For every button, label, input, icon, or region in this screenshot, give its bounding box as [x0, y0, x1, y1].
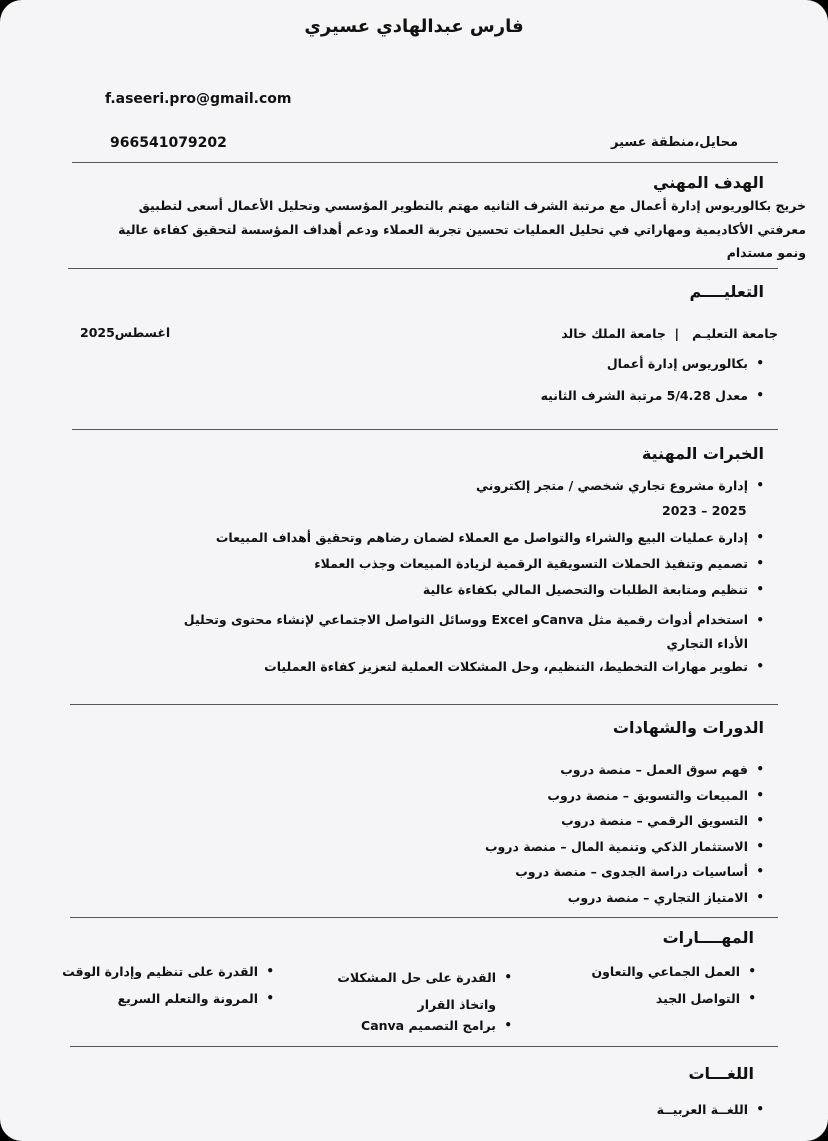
- list-item: • تطوير مهارات التخطيط، التنظيم، وحل المشكلات العملية لتعزيز كفاءة العمليات: [264, 659, 764, 674]
- list-item: • القدرة على حل المشكلات واتخاذ القرار: [337, 970, 512, 1012]
- education-title: التعليــــم: [689, 282, 764, 301]
- objective-title: الهدف المهني: [653, 173, 764, 192]
- courses-title: الدورات والشهادات: [612, 718, 764, 737]
- divider: [70, 917, 778, 918]
- divider: [70, 704, 778, 705]
- list-item: • الامتياز التجاري – منصة دروب: [567, 889, 764, 905]
- list-item: • معدل 5/4.28 مرتبة الشرف الثانيه: [540, 388, 764, 403]
- experience-list: [158, 530, 764, 685]
- skills-title: المهــــارات: [662, 928, 754, 947]
- list-item: • اللغــة العربيــة: [656, 1102, 764, 1117]
- list-item: • القدرة على تنظيم وإدارة الوقت: [62, 964, 274, 979]
- list-item: • فهم سوق العمل – منصة دروب: [560, 762, 764, 777]
- list-item: • العمل الجماعي والتعاون: [591, 964, 756, 979]
- list-item: • برامج التصميم Canva: [361, 1018, 512, 1033]
- objective-text: خريج بكالوريوس إدارة أعمال مع مرتبة الشرف الثانيه مهتم بالتطوير المؤسسي وتحليل الأعمال أسعى لتطبيق معرفتي الأكاديمية ومهاراتي في تحليل العمليات تحسين تجربة العملاء ودعم أهداف المؤسسة لتحقيق كفاءة عالية ونمو مستدام: [118, 198, 806, 260]
- skills-col-1: [591, 964, 756, 1018]
- candidate-name: فارس عبدالهادي عسيري: [304, 16, 524, 37]
- courses-list: [485, 762, 764, 916]
- divider: [72, 162, 778, 163]
- divider: [68, 268, 778, 269]
- experience-title: الخبرات المهنية: [641, 444, 764, 463]
- experience-role-list: [476, 478, 764, 504]
- list-item: • استخدام أدوات رقمية مثل Canvaو Excel ووسائل التواصل الاجتماعي لإنشاء محتوى وتحليل الأداء التجاري: [183, 612, 764, 651]
- list-item: • الاستثمار الذكي وتنمية المال – منصة دروب: [484, 838, 764, 854]
- divider: [70, 1046, 778, 1047]
- education-list: [541, 356, 764, 403]
- skills-col-3: [62, 964, 274, 1018]
- experience-period: 2023 – 2025: [662, 503, 747, 518]
- education-date: اغسطس2025: [80, 325, 171, 340]
- skills-col-2: [331, 964, 512, 1045]
- list-item: • التواصل الجيد: [655, 991, 756, 1006]
- languages-list: [657, 1102, 764, 1117]
- list-item: • إدارة مشروع تجاري شخصي / متجر إلكتروني: [476, 478, 764, 493]
- phone: 966541079202: [110, 135, 227, 151]
- list-item: • التسويق الرقمي – منصة دروب: [561, 813, 764, 829]
- divider: [72, 429, 778, 430]
- list-item: • أساسيات دراسة الجدوى – منصة دروب: [515, 864, 764, 880]
- email[interactable]: f.aseeri.pro@gmail.com: [105, 91, 292, 107]
- list-item: • المرونة والتعلم السريع: [117, 991, 274, 1006]
- list-item: • تنظيم ومتابعة الطلبات والتحصيل المالي بكفاءة عالية: [422, 582, 764, 597]
- location: محايل،منطقة عسير: [610, 135, 738, 150]
- list-item: • تصميم وتنفيذ الحملات التسويقية الرقمية لزيادة المبيعات وجذب العملاء: [314, 556, 764, 571]
- list-item: • المبيعات والتسويق – منصة دروب: [547, 787, 764, 803]
- list-item: • إدارة عمليات البيع والشراء والتواصل مع العملاء لضمان رضاهم وتحقيق أهداف المبيعات: [215, 530, 764, 545]
- education-institution: جامعة التعليـم | جامعة الملك خالد: [561, 326, 778, 341]
- list-item: • بكالوريوس إدارة أعمال: [606, 356, 764, 371]
- languages-title: اللغـــات: [688, 1064, 754, 1083]
